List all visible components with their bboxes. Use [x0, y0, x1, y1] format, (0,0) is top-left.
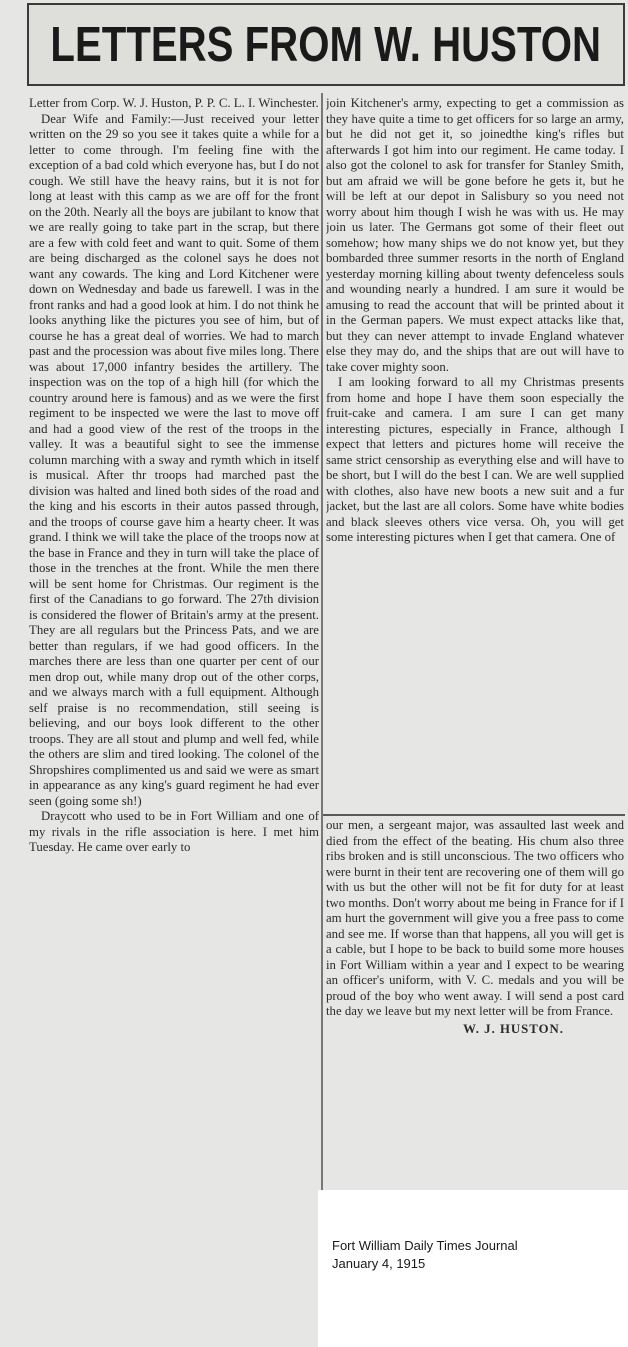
letter-paragraph: our men, a sergeant major, was assaulted last week and died from the effect of the beating. His chum also three ribs broken and is still unconscious. The two officers who were burnt in their tent are recovering one of them will go with us but the other will not be fit for duty for at least two months. Don't worry about me being in France for if I am hurt the government will give you a free pass to come and see me. If worse than that happens, all you will get is a cable, but I hope to be back to build some more houses in Fort William within a year and I expect to be wearing an officer's uniform, with V. C. medals and you will be proud of the boy who went away. I will send a post card the day we leave but my next letter will be from France. — [326, 818, 624, 1018]
letter-paragraph: I am looking forward to all my Christmas presents from home and hope I have them soon especially the fruit-cake and camera. I am sure I can get many interesting pictures, especially in France, although I expect that letters and pictures home will receive the same strict censorship as everything else and will have to be short, but I will do the best I can. We are well supplied with clothes, also have new boots a new suit and a fur jacket, but the last are all colors. Some have white bodies and black sleeves others vice versa. Oh, you will get some interesting pictures when I get that camera. One of — [326, 375, 624, 544]
article-right-column-top — [326, 96, 624, 826]
headline: LETTERS FROM W. HUSTON — [50, 17, 602, 72]
letter-intro: Letter from Corp. W. J. Huston, P. P. C. L. I. Winchester. — [29, 96, 319, 110]
letter-paragraph: Draycott who used to be in Fort William and one of my rivals in the rifle association is here. I met him Tuesday. He came over early to — [29, 809, 319, 854]
signature: W. J. HUSTON. — [463, 1021, 564, 1036]
source-date: January 4, 1915 — [332, 1256, 426, 1271]
letter-paragraph: Dear Wife and Family:—Just received your letter written on the 29 so you see it takes quite a while for a letter to come through. I'm feeling fine with the exception of a bad cold which everyone has, but I do not cough. We still have the heavy rains, but it is not for long at least with this camp as we are off for the front on the 20th. Nearly all the boys are jubilant to know that we are really going to take part in the scrap, but there are a few with cold feet and want to quit. Some of them are being discharged as the colonel says he does not want any cowards. The king and Lord Kitchener were down on Wednesday and bade us farewell. I was in the front ranks and had a good look at him. I do not think he looks anything like the pictures you see of him, but of course he has a great deal of worries. We had to march past and the procession was about five miles long. There was about 17,000 infantry besides the artillery. The inspection was on the top of a high hill (for which the country around here is famous) and as we were the first regiment to be inspected we were the last to move off and had a good view of the rest of the troops in the valley. It was a beautiful sight to see the immense column marching with a sway and rymth which in itself is musical. After thr troops had marched past the division was halted and lined both sides of the road and the king and his escorts in their autos passed through, and the troops of course gave him a hearty cheer. It was grand. I think we will take the place of the troops now at the base in France and they in turn will take the place of those in the trenches at the front. While the men there will be sent home for Christmas. Our regiment is the first of the Canadians to go forward. The 27th division is considered the flower of Britain's army at the present. They are all regulars but the Princess Pats, and we are better than regulars, if we had good officers. In the marches there are less than one quarter per cent of our men drop out, while many drop out of the other corps, and we always march with a full equipment. Although self praise is no recommendation, still seeing is believing, and our boys look different to the other troops. They are all stout and plump and well fed, while the others are slim and tired looking. The colonel of the Shropshires complimented us and said we were as smart in appearance as any king's guard regiment he had ever seen (going some sh!) — [29, 111, 319, 808]
column-break-rule — [323, 814, 625, 816]
column-divider — [321, 93, 323, 1347]
headline-box — [27, 3, 625, 86]
source-publication: Fort William Daily Times Journal — [332, 1238, 518, 1253]
source-caption — [332, 1237, 518, 1273]
article-right-column-bottom — [326, 818, 624, 1188]
article-left-column — [29, 96, 319, 1346]
letter-paragraph: join Kitchener's army, expecting to get a commission as they have quite a time to get officers for so large an army, but he did not get it, so joinedthe king's rifles but afterwards I got him into our regiment. He came today. I also got the colonel to ask for transfer for Stanley Smith, but am afraid we will be gone before he gets it, but he will be left at our depot in Salisbury so you need not worry about him though I wish he was with us. He may join us later. The Germans got some of their fleet out somehow; how many ships we do not know yet, but they bombarded three summer resorts in the north of England yesterday morning killing about twenty defenceless souls and wounding nearly a hundred. I am sure it would be amusing to read the account that will be printed about it in the German papers. We must expect attacks like that, but they can never attempt to invade England whatever else they may do, and the ships that are out will have to take cover mighty soon. — [326, 96, 624, 374]
